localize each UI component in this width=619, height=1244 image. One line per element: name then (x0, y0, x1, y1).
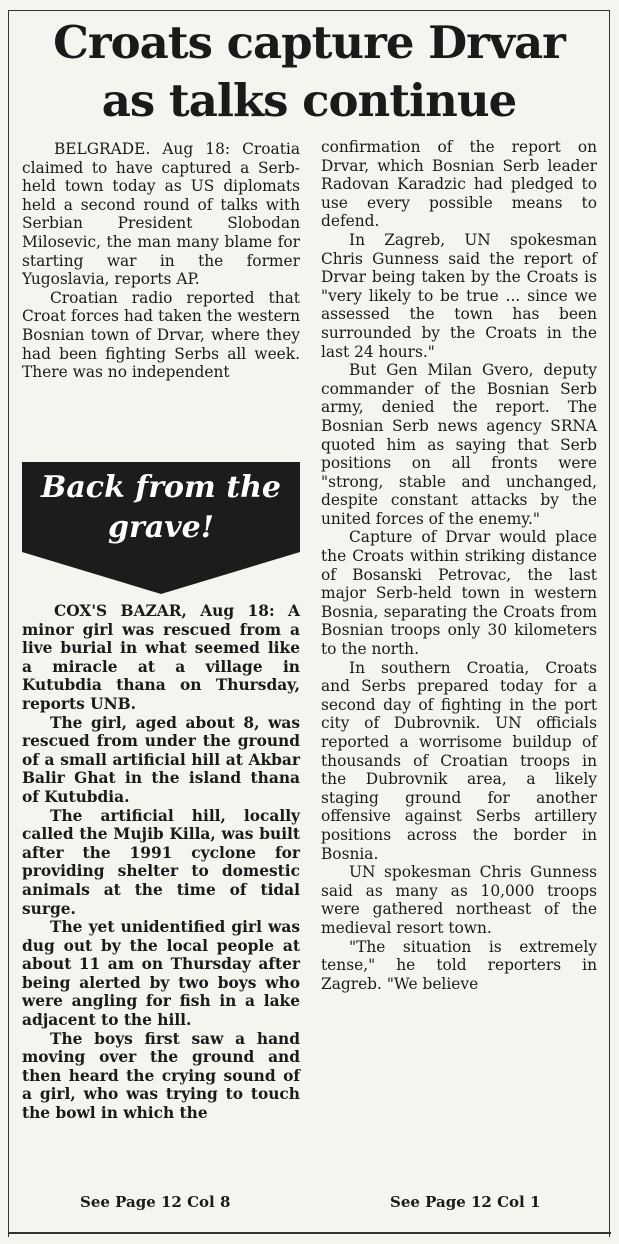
headline (10, 14, 608, 130)
sidebar-story-paragraph: COX'S BAZAR, Aug 18: A minor girl was rescued from a live burial in what seemed like a miracle at a village in Kutubdia thana on Thursday, reports UNB. (22, 602, 300, 713)
headline-line-1: Croats capture Drvar (53, 16, 565, 69)
sidebar-title-line-2: grave! (108, 510, 214, 545)
sidebar-title (22, 468, 300, 548)
main-story-paragraph: Capture of Drvar would place the Croats within striking distance of Bosanski Petrovac, the last major Serb-held town in western Bosnia, separating the Croats from Bosnian troops only 30 kilometers to the north. (321, 528, 597, 659)
main-story-paragraph: UN spokesman Chris Gunness said as many as 10,000 troops were gathered northeast of the medieval resort town. (321, 863, 597, 937)
bottom-rule (8, 1232, 611, 1234)
sidebar-story-column (22, 602, 300, 1123)
main-story-paragraph: But Gen Milan Gvero, deputy commander of the Bosnian Serb army, denied the report. The Bosnian Serb news agency SRNA quoted him as saying that Serb positions on all fronts were "strong, stable and unchanged, despite constant attacks by the united forces of the enemy." (321, 361, 597, 528)
main-story-right-column (321, 138, 597, 993)
main-story-left-column (22, 140, 300, 382)
sidebar-story-paragraph: The artificial hill, locally called the Mujib Killa, was built after the 1991 cyclone for providing shelter to domestic animals at the time of tidal surge. (22, 806, 300, 918)
main-story-paragraph: In Zagreb, UN spokesman Chris Gunness said the report of Drvar being taken by the Croats is "very likely to be true ... since we assessed the town has been surrounded by the Croats in the last 24 hours." (321, 230, 597, 361)
main-story-paragraph: "The situation is extremely tense," he told reporters in Zagreb. "We believe (321, 937, 597, 993)
main-story-paragraph: In southern Croatia, Croats and Serbs prepared today for a second day of fighting in the port city of Dubrovnik. UN officials reported a worrisome buildup of thousands of Croatian troops in the Dubrovnik area, a likely staging ground for another offensive against Serbs artillery positions across the border in Bosnia. (321, 658, 597, 863)
main-continuation-jump: See Page 12 Col 1 (390, 1193, 541, 1211)
sidebar-story-paragraph: The girl, aged about 8, was rescued from under the ground of a small artificial hill at Akbar Balir Ghat in the island thana of Kutubdia. (22, 713, 300, 806)
sidebar-story-paragraph: The yet unidentified girl was dug out by the local people at about 11 am on Thursday after being alerted by two boys who were angling for fish in a lake adjacent to the hill. (22, 918, 300, 1030)
sidebar-title-line-1: Back from the (41, 470, 281, 505)
sidebar-story-paragraph: The boys first saw a hand moving over the ground and then heard the crying sound of a girl, who was trying to touch the bowl in which the (22, 1029, 300, 1123)
sidebar-continuation-jump: See Page 12 Col 8 (80, 1193, 231, 1211)
main-story-paragraph: BELGRADE. Aug 18: Croatia claimed to have captured a Serb-held town today as US diplomats held a second round of talks with Serbian President Slobodan Milosevic, the man many blame for starting war in the former Yugoslavia, reports AP. (22, 140, 300, 289)
headline-line-2: as talks continue (101, 74, 517, 127)
main-story-paragraph: Croatian radio reported that Croat forces had taken the western Bosnian town of Drvar, where they had been fighting Serbs all week. There was no independent (22, 288, 300, 382)
sidebar-banner (22, 462, 300, 594)
main-story-paragraph: confirmation of the report on Drvar, which Bosnian Serb leader Radovan Karadzic had pledged to use every possible means to defend. (321, 138, 597, 231)
